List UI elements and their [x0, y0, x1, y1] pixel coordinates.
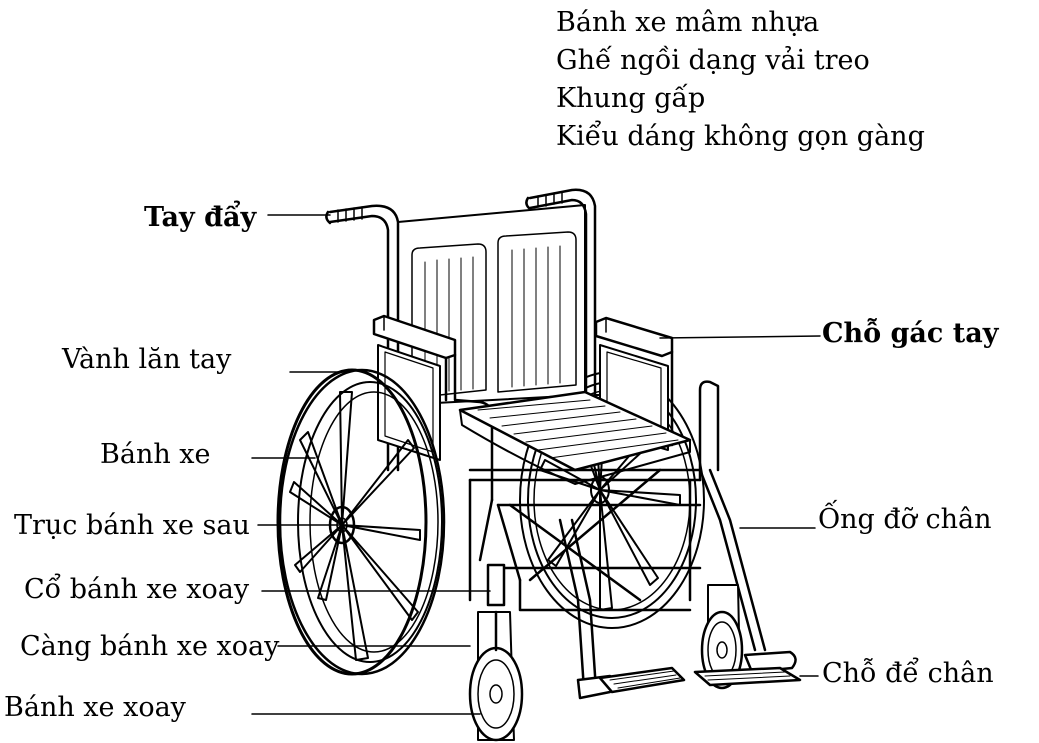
feature-item: Bánh xe mâm nhựa: [556, 7, 820, 38]
label-caster-fork: Càng bánh xe xoay: [20, 631, 280, 662]
feature-list: [556, 4, 925, 156]
label-caster-wheel: Bánh xe xoay: [4, 692, 186, 723]
feature-item: Ghế ngồi dạng vải treo: [556, 45, 870, 76]
label-rear-axle: Trục bánh xe sau: [14, 510, 250, 541]
label-push-handle: Tay đẩy: [144, 202, 257, 233]
feature-item: Khung gấp: [556, 83, 706, 114]
label-armrest: Chỗ gác tay: [822, 318, 999, 349]
label-caster-neck: Cổ bánh xe xoay: [24, 574, 250, 605]
label-footrest: Chỗ để chân: [822, 658, 994, 689]
label-rear-wheel: Bánh xe: [100, 439, 211, 470]
feature-item: Kiểu dáng không gọn gàng: [556, 121, 925, 152]
label-leg-tube: Ống đỡ chân: [818, 504, 992, 535]
label-handrim: Vành lăn tay: [62, 344, 232, 375]
